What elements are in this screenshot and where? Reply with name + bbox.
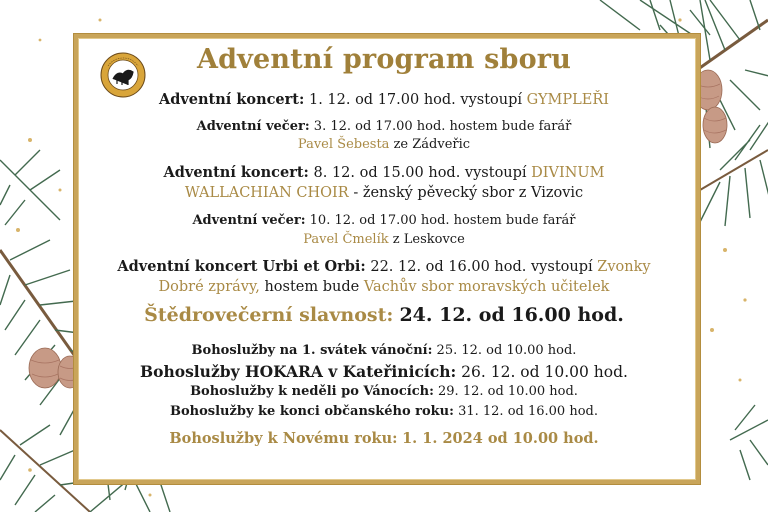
- guest-origin: z Leskovce: [392, 232, 465, 247]
- event-advent-concert-2-cont: [80, 185, 688, 201]
- guest-name: Pavel Čmelík: [303, 232, 389, 247]
- performer-description: - ženský pěvecký sbor z Vizovic: [353, 185, 584, 201]
- page-title: Adventní program sboru: [196, 44, 572, 75]
- event-details: 24. 12. od 16.00 hod.: [399, 304, 624, 326]
- performer-name: DIVINUM: [531, 165, 605, 181]
- event-label: Adventní večer:: [196, 119, 310, 134]
- event-details: 31. 12. od 16.00 hod.: [458, 404, 598, 419]
- guest-name: Vachův sbor moravských učitelek: [363, 279, 610, 295]
- event-urbi-et-orbi: [80, 258, 688, 275]
- event-details: 25. 12. od 10.00 hod.: [436, 343, 577, 358]
- event-details: 22. 12. od 16.00 hod. vystoupí: [370, 259, 593, 275]
- event-details: 3. 12. od 17.00 hod. hostem bude farář: [313, 119, 572, 134]
- event-label: Adventní koncert:: [158, 91, 305, 108]
- performer-name: WALLACHIAN CHOIR: [184, 185, 349, 201]
- event-details: 10. 12. od 17.00 hod. hostem bude farář: [309, 213, 576, 228]
- event-details: 29. 12. od 10.00 hod.: [438, 384, 578, 399]
- event-details: 26. 12. od 10.00 hod.: [461, 363, 628, 381]
- performer-name: Dobré zprávy,: [158, 279, 260, 295]
- event-christmas-day-service: [80, 343, 688, 358]
- event-new-year-service: [80, 430, 688, 447]
- event-christmas-eve: [80, 304, 688, 326]
- event-new-years-eve-service: [80, 404, 688, 419]
- event-advent-concert-2: [80, 164, 688, 181]
- guest-name: Pavel Šebesta: [297, 137, 390, 152]
- event-label: Bohoslužby k neděli po Vánocích:: [190, 384, 434, 399]
- event-label: Bohoslužby HOKARA v Kateřinicích:: [140, 362, 457, 381]
- guest-origin: ze Zádveřic: [393, 137, 471, 152]
- event-advent-concert-1: [80, 91, 688, 108]
- event-advent-evening-2-guest: [80, 232, 688, 247]
- event-label: Bohoslužby na 1. svátek vánoční:: [191, 343, 433, 358]
- event-details: 1. 1. 2024 od 10.00 hod.: [402, 430, 599, 447]
- event-label: Adventní večer:: [192, 213, 306, 228]
- performer-name: Zvonky: [597, 259, 651, 275]
- event-details: 1. 12. od 17.00 hod. vystoupí: [308, 92, 523, 108]
- event-details: 8. 12. od 15.00 hod. vystoupí: [313, 165, 527, 181]
- performer-name: GYMPLEŘI: [526, 92, 610, 108]
- event-label: Bohoslužby ke konci občanského roku:: [170, 404, 454, 419]
- event-label: Adventní koncert Urbi et Orbi:: [117, 258, 366, 275]
- event-label: Adventní koncert:: [163, 164, 309, 181]
- event-advent-evening-1-guest: [80, 137, 688, 152]
- event-label: Bohoslužby k Novému roku:: [169, 430, 398, 447]
- event-label: Štědrovečerní slavnost:: [144, 304, 394, 326]
- event-urbi-et-orbi-cont: [80, 279, 688, 295]
- event-advent-evening-2: [80, 213, 688, 228]
- event-hokara-service: [80, 362, 688, 381]
- event-advent-evening-1: [80, 119, 688, 134]
- guest-intro: hostem bude: [264, 279, 360, 295]
- event-sunday-after-christmas: [80, 384, 688, 399]
